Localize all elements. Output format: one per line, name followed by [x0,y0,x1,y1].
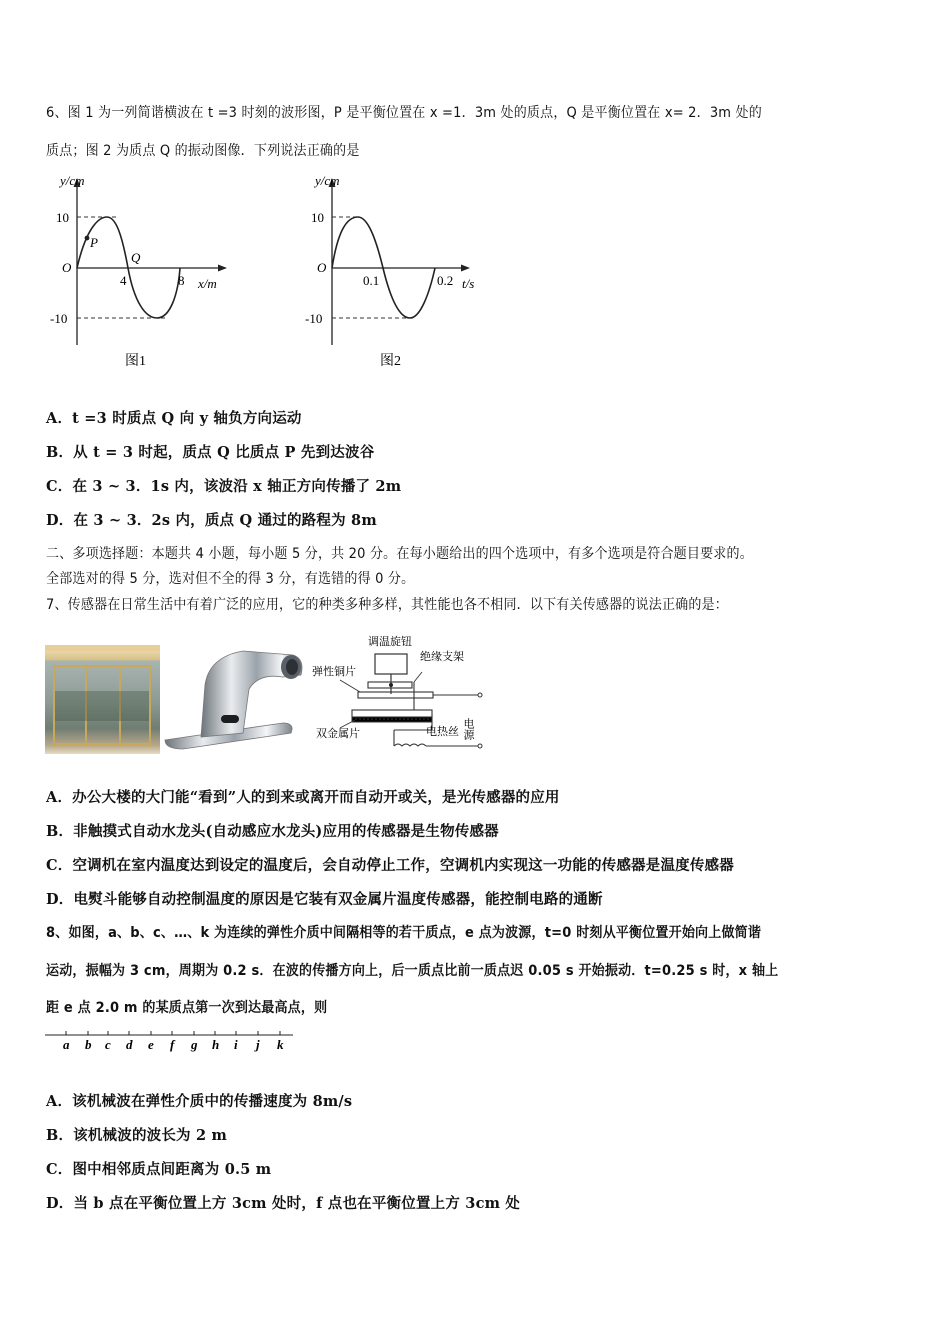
electric-iron-diagram [310,630,490,750]
point-i: i [234,1037,238,1052]
point-e: e [148,1037,154,1052]
option-label: B． [46,823,74,840]
option-label: A． [46,789,73,806]
option-text: 从 t = 3 时起，质点 Q 比质点 P 先到达波谷 [73,444,375,461]
option-text: 空调机在室内温度达到设定的温度后，会自动停止工作，空调机内实现这一功能的传感器是温度传感器 [72,857,734,874]
point-j: j [256,1037,260,1052]
fig1-x-tick-8: 8 [178,273,185,288]
fig2-y-top: 10 [311,210,324,225]
automatic-door-photo [45,645,160,754]
label-heater: 电热丝 [426,726,459,738]
option-text: 当 b 点在平衡位置上方 3cm 处时，f 点也在平衡位置上方 3cm 处 [73,1195,521,1212]
option-text: 电熨斗能够自动控制温度的原因是它装有双金属片温度传感器，能控制电路的通断 [73,891,603,908]
option-label: A． [46,410,73,427]
q8-stem-line3: 距 e 点 2.0 m 的某质点第一次到达最高点，则 [46,1000,328,1016]
fig1-y-top: 10 [56,210,69,225]
q7-option-c[interactable] [46,854,734,875]
option-text: 办公大楼的大门能“看到”人的到来或离开而自动开或关，是光传感器的应用 [72,789,560,806]
fig1-point-q: Q [131,250,141,265]
q6-figure-1 [50,175,250,375]
q6-option-d[interactable] [46,509,377,530]
point-a: a [63,1037,70,1052]
fig1-caption: 图1 [125,354,146,369]
fig1-x-tick-4: 4 [120,273,127,288]
option-label: B． [46,444,74,461]
fig2-x-tick-01: 0.1 [363,273,380,288]
fig2-x-tick-02: 0.2 [437,273,454,288]
fig1-origin: O [62,260,72,275]
q7-option-d[interactable] [46,888,603,909]
option-text: t =3 时质点 Q 向 y 轴负方向运动 [72,410,302,427]
point-f: f [170,1037,175,1052]
q8-option-b[interactable] [46,1124,227,1145]
fig2-y-bottom: -10 [305,311,323,326]
q7-stem: 7、传感器在日常生活中有着广泛的应用，它的种类多种多样，其性能也各不相同．以下有关传感器的说法正确的是： [46,597,728,613]
option-label: C． [46,478,73,495]
label-knob: 调温旋钮 [368,636,412,648]
option-text: 该机械波的波长为 2 m [73,1127,228,1144]
point-d: d [126,1037,133,1052]
option-text: 在 3 ~ 3．2s 内，质点 Q 通过的路程为 8m [73,512,377,529]
point-b: b [85,1037,92,1052]
option-label: A． [46,1093,73,1110]
label-power: 电源 [462,718,474,740]
option-text: 该机械波在弹性介质中的传播速度为 8m/s [72,1093,353,1110]
fig1-ylabel: y/cm [60,175,85,188]
fig1-point-p: P [90,235,98,250]
q8-option-a[interactable] [46,1090,352,1111]
fig2-origin: O [317,260,327,275]
q8-particle-line [45,1030,295,1055]
label-copper: 弹性铜片 [312,666,356,678]
q6-option-b[interactable] [46,441,374,462]
fig2-xlabel: t/s [462,276,475,291]
point-h: h [212,1037,220,1052]
q7-option-b[interactable] [46,820,499,841]
option-text: 图中相邻质点间距离为 0.5 m [72,1161,272,1178]
q6-stem-line1: 6、图 1 为一列简谐横波在 t =3 时刻的波形图，P 是平衡位置在 x =1．3m 处的质点，Q 是平衡位置在 x= 2．3m 处的 [46,105,762,121]
fig2-caption: 图2 [380,354,401,369]
option-label: B． [46,1127,74,1144]
point-c: c [105,1037,111,1052]
q8-stem-line1: 8、如图，a、b、c、…、k 为连续的弹性介质中间隔相等的若干质点，e 点为波源，t=0 时刻从平衡位置开始向上做简谐 [46,925,762,941]
option-text: 在 3 ~ 3．1s 内，该波沿 x 轴正方向传播了 2m [72,478,402,495]
option-label: D． [46,891,74,908]
option-text: 非触摸式自动水龙头(自动感应水龙头)应用的传感器是生物传感器 [73,823,499,840]
q8-option-d[interactable] [46,1192,520,1213]
q8-option-c[interactable] [46,1158,271,1179]
q8-stem-line2: 运动，振幅为 3 cm，周期为 0.2 s．在波的传播方向上，后一质点比前一质点迟 0.05 s 开始振动．t=0.25 s 时，x 轴上 [46,963,779,979]
q7-option-a[interactable] [46,786,560,807]
label-bimetal: 双金属片 [316,728,360,740]
q6-option-c[interactable] [46,475,401,496]
point-k: k [277,1037,284,1052]
fig1-y-bottom: -10 [50,311,68,326]
option-label: C． [46,1161,73,1178]
point-g: g [191,1037,198,1052]
option-label: C． [46,857,73,874]
q6-figure-2 [305,175,505,375]
option-label: D． [46,512,74,529]
q6-stem-line2: 质点；图 2 为质点 Q 的振动图像．下列说法正确的是 [46,143,360,159]
sensor-faucet-photo [163,645,303,750]
label-bracket: 绝缘支架 [420,651,464,663]
fig2-ylabel: y/cm [315,175,340,188]
fig1-xlabel: x/m [198,276,217,291]
section2-line1: 二、多项选择题：本题共 4 小题，每小题 5 分，共 20 分。在每小题给出的四个选项中，有多个选项是符合题目要求的。 [46,546,753,562]
section2-line2: 全部选对的得 5 分，选对但不全的得 3 分，有选错的得 0 分。 [46,571,415,587]
q6-option-a[interactable] [46,407,302,428]
option-label: D． [46,1195,74,1212]
